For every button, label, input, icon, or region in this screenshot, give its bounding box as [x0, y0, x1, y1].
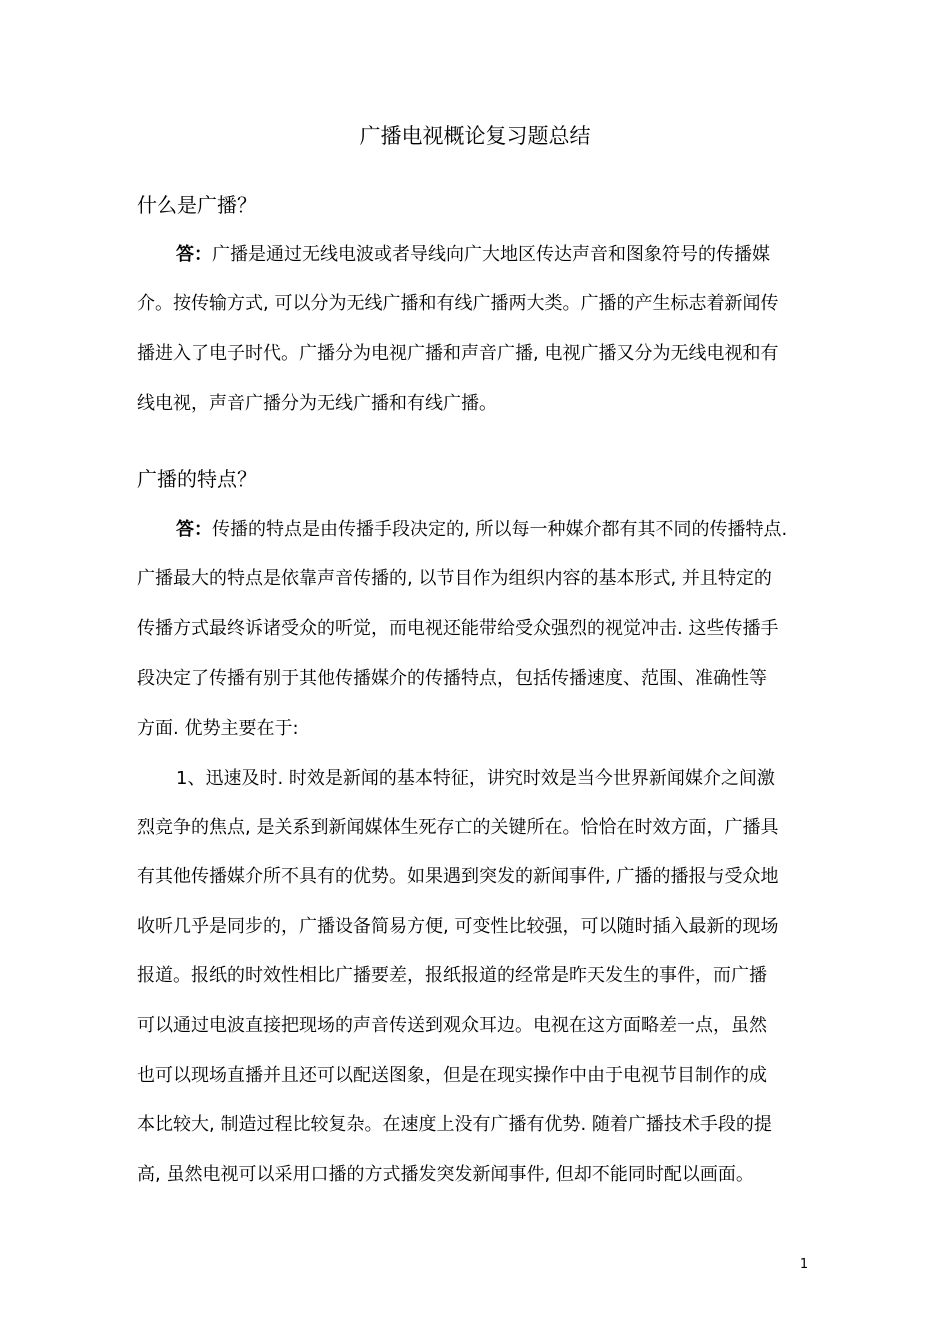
answer-line: 播进入了电子时代。广播分为电视广播和声音广播, 电视广播又分为无线电视和有 [137, 343, 779, 364]
page-number: 1 [799, 1257, 809, 1272]
answer-label: 答： [176, 519, 212, 540]
answer-label: 答： [176, 244, 212, 265]
question-heading: 什么是广播？ [137, 193, 257, 217]
answer-line [176, 516, 787, 544]
answer-text: 传播的特点是由传播手段决定的, 所以每一种媒介都有其不同的传播特点. [212, 519, 788, 540]
answer-line [176, 241, 770, 269]
point-line: 烈竞争的焦点, 是关系到新闻媒体生死存亡的关键所在。恰恰在时效方面，广播具 [137, 817, 779, 838]
point-line: 也可以现场直播并且还可以配送图象，但是在现实操作中由于电视节目制作的成 [137, 1065, 767, 1086]
answer-line: 方面. 优势主要在于: [137, 718, 299, 739]
point-line: 有其他传播媒介所不具有的优势。如果遇到突发的新闻事件, 广播的播报与受众地 [137, 866, 779, 887]
point-line: 可以通过电波直接把现场的声音传送到观众耳边。电视在这方面略差一点，虽然 [137, 1015, 767, 1036]
answer-line: 段决定了传播有别于其他传播媒介的传播特点，包括传播速度、范围、准确性等 [137, 668, 767, 689]
question-heading: 广播的特点？ [137, 467, 257, 491]
answer-line: 传播方式最终诉诸受众的听觉，而电视还能带给受众强烈的视觉冲击. 这些传播手 [137, 618, 779, 639]
point-line: 报道。报纸的时效性相比广播要差，报纸报道的经常是昨天发生的事件，而广播 [137, 965, 767, 986]
answer-line: 介。按传输方式, 可以分为无线广播和有线广播两大类。广播的产生标志着新闻传 [137, 293, 779, 314]
point-line: 1、迅速及时. 时效是新闻的基本特征，讲究时效是当今世界新闻媒介之间激 [176, 768, 775, 789]
answer-text: 广播是通过无线电波或者导线向广大地区传达声音和图象符号的传播媒 [212, 244, 770, 265]
point-line: 高, 虽然电视可以采用口播的方式播发突发新闻事件, 但却不能同时配以画面。 [137, 1164, 754, 1185]
document-title: 广播电视概论复习题总结 [359, 124, 591, 148]
point-line: 本比较大, 制造过程比较复杂。在速度上没有广播有优势. 随着广播技术手段的提 [137, 1114, 772, 1135]
answer-line: 广播最大的特点是依靠声音传播的, 以节目作为组织内容的基本形式, 并且特定的 [137, 568, 772, 589]
point-line: 收听几乎是同步的，广播设备简易方便, 可变性比较强，可以随时插入最新的现场 [137, 916, 779, 937]
answer-line: 线电视，声音广播分为无线广播和有线广播。 [137, 393, 497, 414]
